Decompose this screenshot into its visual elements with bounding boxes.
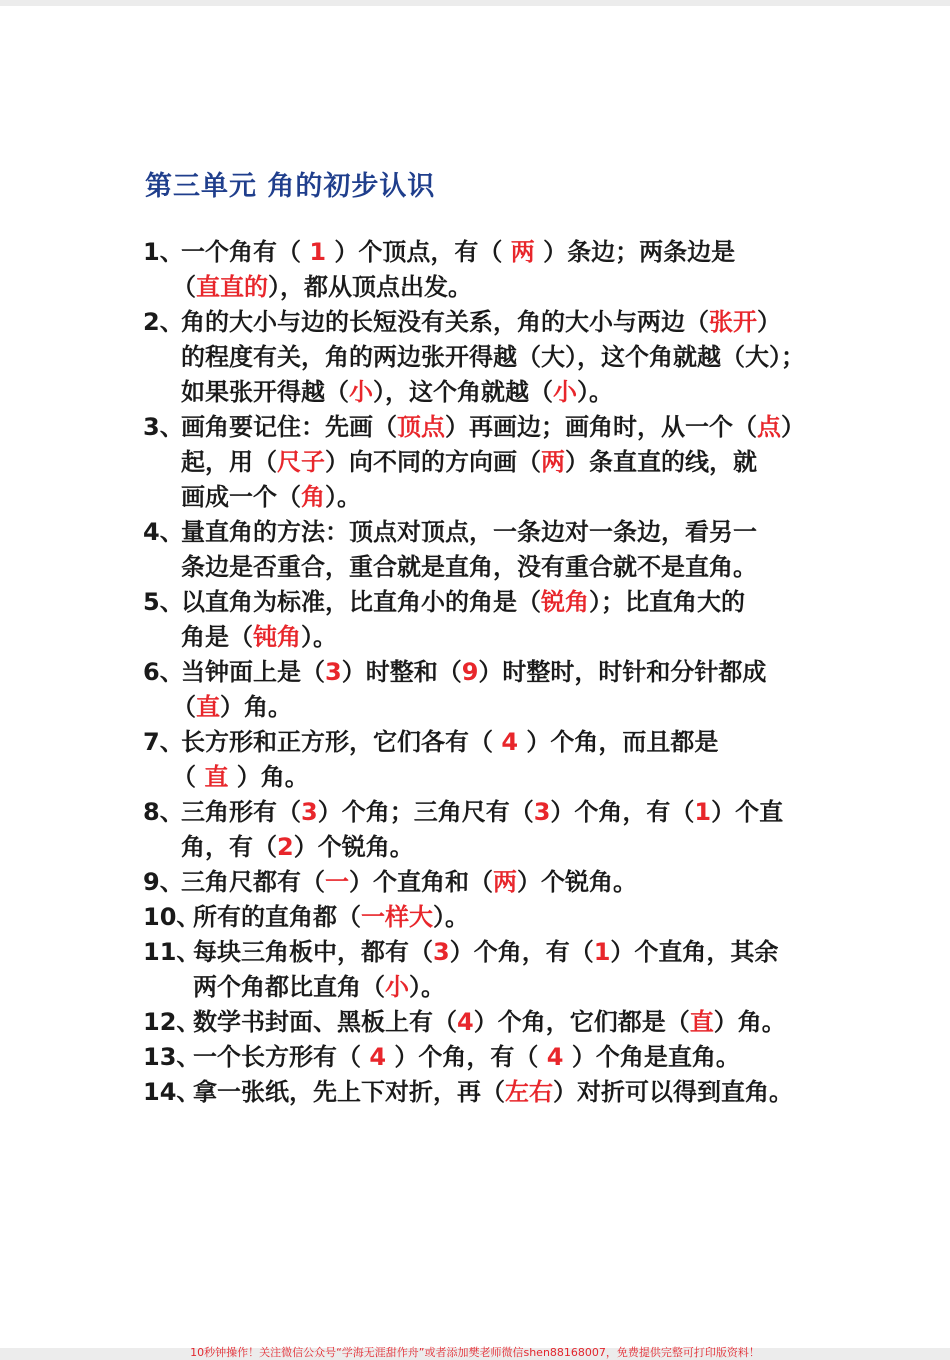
answer-fill: 两	[510, 238, 535, 266]
answer-fill: 张开	[709, 308, 757, 336]
question-number: 3、	[143, 413, 184, 441]
question-text: ）个角是直角。	[563, 1043, 740, 1071]
answer-fill: 锐角	[541, 588, 589, 616]
question-text: ）个角，它们都是（	[473, 1008, 690, 1036]
question-line	[181, 550, 757, 585]
question-line	[193, 1075, 793, 1110]
question-text: 拿一张纸，先上下对折，再（	[193, 1078, 505, 1106]
question-line	[181, 375, 613, 410]
question-text: ）角。	[228, 763, 309, 791]
question-number: 2、	[143, 308, 184, 336]
answer-fill: 3	[325, 658, 342, 686]
question-text: 每块三角板中，都有（	[193, 938, 433, 966]
question-line	[193, 1040, 740, 1075]
answer-fill: 两	[541, 448, 565, 476]
answer-fill: 直	[196, 693, 220, 721]
question-line	[193, 935, 778, 970]
question-number: 1、	[143, 238, 184, 266]
question-number: 12、	[143, 1008, 201, 1036]
question-text: （	[172, 693, 196, 721]
question-text: 所有的直角都（	[193, 903, 361, 931]
question-number: 4、	[143, 518, 184, 546]
answer-fill: 1	[309, 238, 327, 266]
document-page	[0, 6, 950, 1359]
answer-fill: 角	[301, 483, 325, 511]
answer-fill: 两	[493, 868, 517, 896]
question-line	[181, 480, 361, 515]
answer-fill: 顶点	[397, 413, 445, 441]
question-line	[181, 620, 337, 655]
question-number: 6、	[143, 658, 184, 686]
question-text: ）	[757, 308, 781, 336]
answer-fill: 点	[757, 413, 781, 441]
question-text: 角，有（	[181, 833, 277, 861]
question-number: 8、	[143, 798, 184, 826]
question-text: ）角。	[220, 693, 292, 721]
question-text: ）个直	[711, 798, 784, 826]
question-text: ）。	[577, 378, 613, 406]
answer-fill: 左右	[505, 1078, 553, 1106]
question-text: ）个角，有（	[386, 1043, 547, 1071]
answer-fill: 3	[533, 798, 551, 826]
question-text: 起，用（	[181, 448, 277, 476]
question-number: 5、	[143, 588, 184, 616]
answer-fill: 1	[694, 798, 712, 826]
question-text: ）再画边；画角时，从一个（	[445, 413, 757, 441]
question-text: 的程度有关，角的两边张开得越（大），这个角就越（大）；	[181, 343, 805, 371]
answer-fill: 4	[501, 728, 519, 756]
question-text: ）个角，有（	[449, 938, 594, 966]
question-line	[172, 270, 472, 305]
question-number: 13、	[143, 1043, 201, 1071]
question-line	[193, 970, 445, 1005]
question-line	[181, 585, 745, 620]
question-line	[181, 830, 414, 865]
answer-fill: 小	[385, 973, 409, 1001]
question-line	[181, 655, 766, 690]
question-text: 一个角有（	[181, 238, 310, 266]
question-text: ）。	[409, 973, 445, 1001]
question-text: ）；比直角大的	[589, 588, 745, 616]
answer-fill: 小	[553, 378, 577, 406]
question-text: ）个角，有（	[550, 798, 695, 826]
question-line	[181, 795, 783, 830]
question-text: ）。	[325, 483, 361, 511]
question-text: （	[172, 273, 196, 301]
question-text: 三角尺都有（	[181, 868, 325, 896]
question-text: ）个直角和（	[349, 868, 493, 896]
question-text: 条边是否重合，重合就是直角，没有重合就不是直角。	[181, 553, 757, 581]
question-number: 9、	[143, 868, 184, 896]
question-number: 10、	[143, 903, 201, 931]
answer-fill: 4	[369, 1043, 387, 1071]
answer-fill: 一样大	[361, 903, 433, 931]
question-line	[172, 760, 309, 795]
answer-fill: 4	[546, 1043, 564, 1071]
question-text: 一个长方形有（	[193, 1043, 370, 1071]
question-text: （	[172, 763, 205, 791]
answer-fill: 小	[349, 378, 373, 406]
answer-fill: 尺子	[277, 448, 325, 476]
question-text: ）个直角，其余	[610, 938, 779, 966]
question-text: 画成一个（	[181, 483, 301, 511]
question-text: 画角要记住：先画（	[181, 413, 397, 441]
answer-fill: 3	[433, 938, 450, 966]
question-line	[172, 690, 292, 725]
question-text: 如果张开得越（	[181, 378, 349, 406]
question-text: ）个锐角。	[293, 833, 414, 861]
question-text: ），这个角就越（	[373, 378, 553, 406]
question-text: ）个角，而且都是	[518, 728, 719, 756]
answer-fill: 一	[325, 868, 349, 896]
question-text: ）时整时，时针和分针都成	[478, 658, 767, 686]
question-text: ）向不同的方向画（	[325, 448, 541, 476]
page-title: 第三单元 角的初步认识	[145, 171, 436, 202]
answer-fill: 钝角	[253, 623, 301, 651]
question-line	[181, 865, 637, 900]
question-line	[181, 235, 735, 270]
question-text: 角的大小与边的长短没有关系，角的大小与两边（	[181, 308, 709, 336]
question-line	[193, 1005, 786, 1040]
question-line	[181, 410, 805, 445]
question-text: ）时整和（	[341, 658, 462, 686]
answer-fill: 2	[277, 833, 294, 861]
question-text: ）。	[433, 903, 469, 931]
answer-fill: 直	[204, 763, 229, 791]
answer-fill: 直直的	[196, 273, 268, 301]
question-text: ），都从顶点出发。	[268, 273, 472, 301]
question-text: ）。	[301, 623, 337, 651]
answer-fill: 4	[457, 1008, 474, 1036]
question-text: 长方形和正方形，它们各有（	[181, 728, 502, 756]
answer-fill: 1	[593, 938, 611, 966]
question-line	[193, 900, 469, 935]
question-number: 11、	[143, 938, 201, 966]
question-text: ）条边；两条边是	[534, 238, 736, 266]
question-line	[181, 445, 757, 480]
question-text: ）角。	[713, 1008, 786, 1036]
question-text: ）个顶点，有（	[326, 238, 511, 266]
question-text: 量直角的方法：顶点对顶点，一条边对一条边，看另一	[181, 518, 757, 546]
answer-fill: 直	[689, 1008, 714, 1036]
question-text: 角是（	[181, 623, 253, 651]
question-text: ）对折可以得到直角。	[553, 1078, 793, 1106]
question-line	[181, 340, 805, 375]
question-text: 两个角都比直角（	[193, 973, 385, 1001]
question-text: ）条直直的线，就	[565, 448, 757, 476]
question-line	[181, 725, 718, 760]
question-line	[181, 305, 781, 340]
answer-fill: 9	[461, 658, 479, 686]
question-text: ）	[781, 413, 805, 441]
question-number: 7、	[143, 728, 184, 756]
question-text: ）个角；三角尺有（	[317, 798, 534, 826]
footer-note: 10秒钟操作！关注微信公众号“学海无涯甜作舟”或者添加樊老师微信shen88168007，免费提供完整可打印版资料！	[190, 1346, 760, 1359]
question-text: 当钟面上是（	[181, 658, 325, 686]
question-line	[181, 515, 757, 550]
question-text: 三角形有（	[181, 798, 301, 826]
question-number: 14、	[143, 1078, 201, 1106]
question-text: ）个锐角。	[517, 868, 637, 896]
question-text: 数学书封面、黑板上有（	[193, 1008, 457, 1036]
question-text: 以直角为标准，比直角小的角是（	[181, 588, 541, 616]
answer-fill: 3	[301, 798, 318, 826]
